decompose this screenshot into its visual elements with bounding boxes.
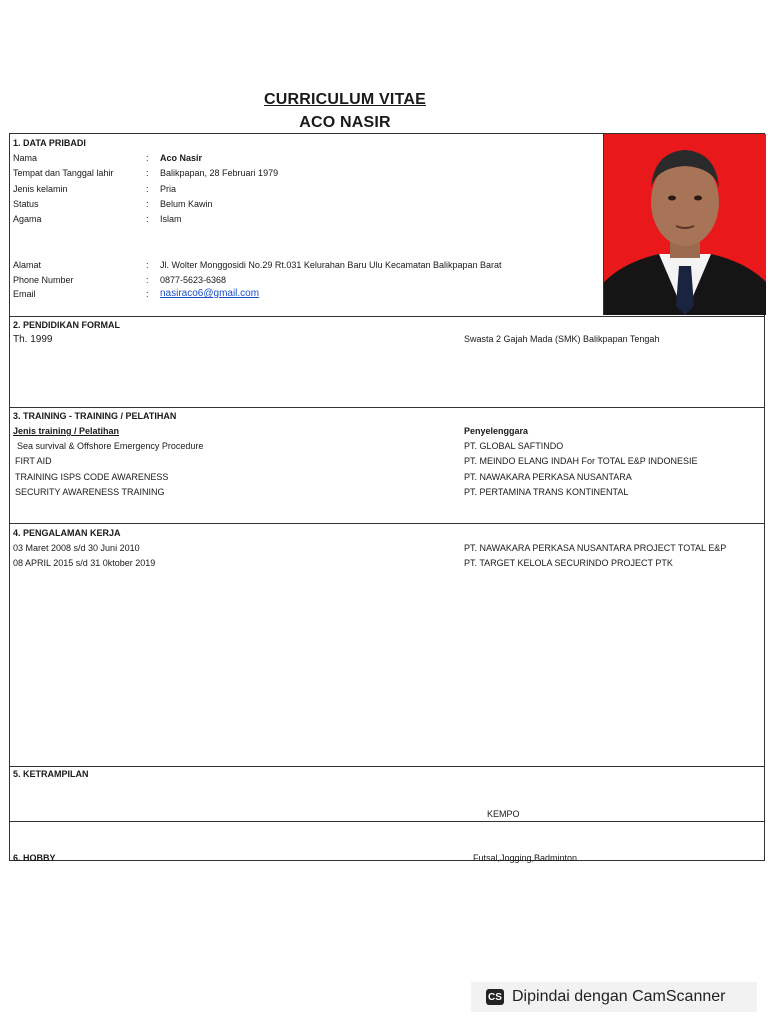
- value-nama: Aco Nasir: [160, 153, 203, 163]
- section-hobby-heading: 6. HOBBY: [13, 853, 56, 863]
- cv-name: ACO NASIR: [299, 114, 391, 131]
- separator: :: [146, 260, 149, 270]
- separator: :: [146, 168, 149, 178]
- value-agama: Islam: [160, 214, 182, 224]
- cv-title: CURRICULUM VITAE: [263, 91, 426, 108]
- divider: [10, 523, 764, 524]
- divider: [10, 407, 764, 408]
- label-email: Email: [13, 289, 36, 299]
- label-phone: Phone Number: [13, 275, 74, 285]
- section-experience-heading: 4. PENGALAMAN KERJA: [13, 528, 121, 538]
- section-training-heading: 3. TRAINING - TRAINING / PELATIHAN: [13, 411, 177, 421]
- experience-company: PT. NAWAKARA PERKASA NUSANTARA PROJECT TOTAL E&P: [464, 543, 727, 553]
- watermark-text: Dipindai dengan CamScanner: [512, 988, 726, 1005]
- camscanner-watermark: [471, 982, 757, 1012]
- value-phone: 0877-5623-6368: [160, 275, 227, 285]
- training-item: SECURITY AWARENESS TRAINING: [15, 487, 165, 497]
- divider: [10, 316, 764, 317]
- training-org: PT. NAWAKARA PERKASA NUSANTARA: [464, 472, 632, 482]
- experience-period: 03 Maret 2008 s/d 30 Juni 2010: [13, 543, 140, 553]
- skills-value: KEMPO: [487, 809, 520, 819]
- section-skills-heading: 5. KETRAMPILAN: [13, 769, 89, 779]
- training-item: Sea survival & Offshore Emergency Procedure: [17, 441, 204, 451]
- label-ttl: Tempat dan Tanggal lahir: [13, 168, 114, 178]
- label-nama: Nama: [13, 153, 38, 163]
- training-org: PT. GLOBAL SAFTINDO: [464, 441, 564, 451]
- person-portrait-icon: [604, 134, 766, 315]
- training-col-org: Penyelenggara: [464, 426, 529, 436]
- training-item: TRAINING ISPS CODE AWARENESS: [15, 472, 169, 482]
- cv-table: [9, 133, 765, 861]
- email-link[interactable]: nasiraco6@gmail.com: [160, 288, 260, 299]
- separator: :: [146, 214, 149, 224]
- value-jenis-kelamin: Pria: [160, 184, 177, 194]
- separator: :: [146, 184, 149, 194]
- value-alamat: Jl. Wolter Monggosidi No.29 Rt.031 Kelurahan Baru Ulu Kecamatan Balikpapan Barat: [160, 260, 502, 270]
- training-item: FIRT AID: [15, 456, 52, 466]
- separator: :: [146, 289, 149, 299]
- label-agama: Agama: [13, 214, 42, 224]
- separator: :: [146, 153, 149, 163]
- value-ttl: Balikpapan, 28 Februari 1979: [160, 168, 279, 178]
- divider: [10, 821, 764, 822]
- section-personal-heading: 1. DATA PRIBADI: [13, 138, 86, 148]
- education-year: Th. 1999: [13, 334, 53, 345]
- training-org: PT. MEINDO ELANG INDAH For TOTAL E&P INDONESIE: [464, 456, 698, 466]
- label-alamat: Alamat: [13, 260, 42, 270]
- separator: :: [146, 275, 149, 285]
- value-status: Belum Kawin: [160, 199, 213, 209]
- training-org: PT. PERTAMINA TRANS KONTINENTAL: [464, 487, 629, 497]
- section-education-heading: 2. PENDIDIKAN FORMAL: [13, 320, 121, 330]
- divider: [10, 766, 764, 767]
- label-jenis-kelamin: Jenis kelamin: [13, 184, 68, 194]
- hobby-value: Futsal,Jogging,Badminton: [473, 853, 578, 863]
- label-status: Status: [13, 199, 39, 209]
- training-col-type: Jenis training / Pelatihan: [13, 426, 120, 436]
- camscanner-logo-icon: CS: [486, 989, 504, 1005]
- experience-period: 08 APRIL 2015 s/d 31 0ktober 2019: [13, 558, 156, 568]
- experience-company: PT. TARGET KELOLA SECURINDO PROJECT PTK: [464, 558, 673, 568]
- profile-photo: [603, 134, 766, 315]
- separator: :: [146, 199, 149, 209]
- education-school: Swasta 2 Gajah Mada (SMK) Balikpapan Tengah: [464, 334, 660, 344]
